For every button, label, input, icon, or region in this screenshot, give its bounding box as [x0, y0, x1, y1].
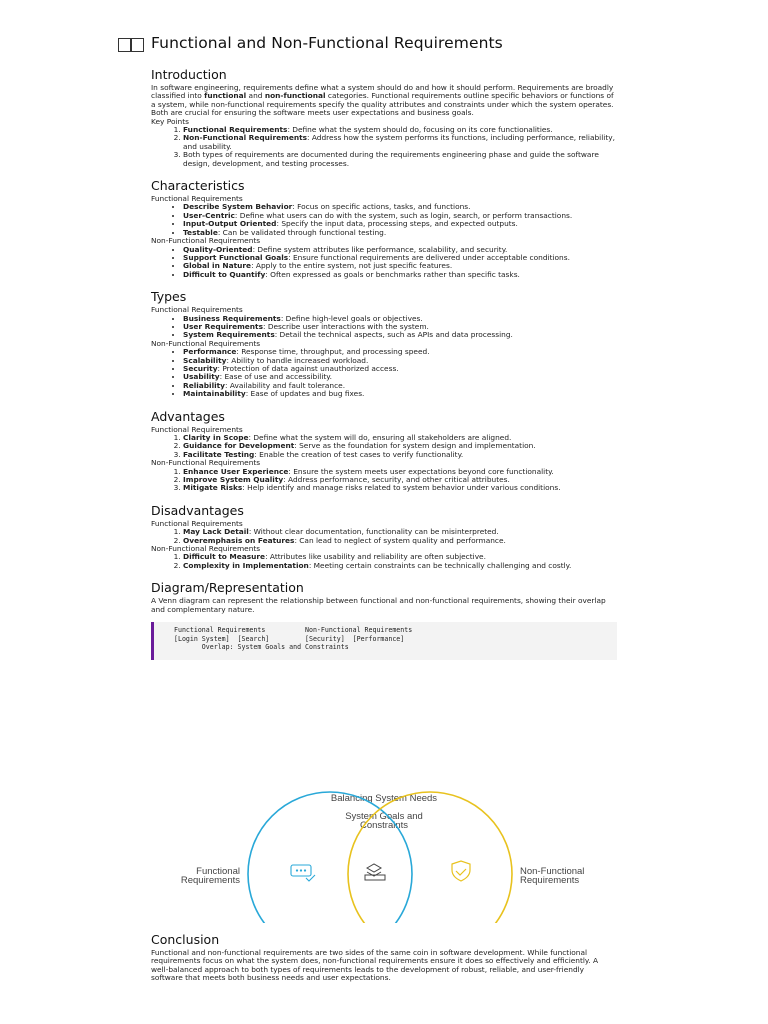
- code-line: Overlap: System Goals and Constraints: [174, 643, 349, 652]
- list-item-text: : Ensure the system meets user expectations beyond core functionality.: [288, 466, 554, 476]
- list-item-text: : Focus on specific actions, tasks, and functions.: [292, 202, 471, 212]
- key-points-label: Key Points: [151, 116, 189, 126]
- list-item-term: Complexity in Implementation: [183, 560, 309, 570]
- diagram-paragraph: A Venn diagram can represent the relationship between functional and non-functional requirements, showing their overlap and complementary nature.: [151, 596, 606, 614]
- venn-title: Balancing System Needs: [330, 793, 438, 804]
- types-functional-list: [151, 315, 617, 340]
- list-item-text: : Ensure functional requirements are delivered under acceptable conditions.: [288, 252, 570, 262]
- list-item-term: May Lack Detail: [183, 527, 249, 537]
- list-item-text: : Detail the technical aspects, such as APIs and data processing.: [274, 330, 513, 340]
- characteristics-nonfunctional-list: [151, 246, 617, 280]
- document: [151, 34, 617, 660]
- key-points-list: [151, 126, 617, 168]
- heading-types: Types: [151, 289, 187, 305]
- heading-diagram: Diagram/Representation: [151, 580, 304, 596]
- list-item-text: : Define high-level goals or objectives.: [280, 313, 423, 323]
- list-item-text: : Define system attributes like performance, scalability, and security.: [252, 244, 508, 254]
- list-item-term: Quality-Oriented: [183, 244, 253, 254]
- list-item-term: Improve System Quality: [183, 475, 284, 485]
- list-item-term: Testable: [183, 227, 218, 237]
- list-item-text: : Availability and fault tolerance.: [225, 380, 346, 390]
- list-item-term: User Requirements: [183, 321, 263, 331]
- disadvantages-functional-label: Functional Requirements: [151, 518, 243, 528]
- advantages-functional-label: Functional Requirements: [151, 424, 243, 434]
- advantages-nonfunctional-label: Non-Functional Requirements: [151, 458, 261, 468]
- list-item-term: Maintainability: [183, 389, 246, 399]
- list-item-term: Global in Nature: [183, 261, 252, 271]
- characteristics-functional-list: [151, 203, 617, 237]
- list-item-text: : Enable the creation of test cases to verify functionality.: [254, 449, 464, 459]
- list-item-term: Difficult to Quantify: [183, 269, 266, 279]
- list-item-text: : Meeting certain constraints can be technically challenging and costly.: [308, 560, 572, 570]
- list-item: [183, 390, 617, 398]
- list-item-text: : Ability to handle increased workload.: [226, 355, 369, 365]
- code-line: [Login System] [Search] [Security] [Performance]: [174, 634, 405, 643]
- title-row: [118, 34, 617, 52]
- venn-overlap-label: Constraints: [359, 820, 409, 831]
- disadvantages-functional-list: [151, 528, 617, 545]
- characteristics-nonfunctional-label: Non-Functional Requirements: [151, 236, 261, 246]
- list-item-text: : Define what the system will do, ensuring all stakeholders are aligned.: [248, 433, 512, 442]
- list-item-text: : Ease of use and accessibility.: [219, 372, 332, 382]
- types-functional-label: Functional Requirements: [151, 305, 243, 315]
- list-item-term: Difficult to Measure: [183, 552, 266, 562]
- nonfunctional-label: Non-Functional: [520, 866, 585, 877]
- list-item-text: : Define what the system should do, focusing on its core functionalities.: [287, 125, 553, 135]
- list-item-text: : Describe user interactions with the system.: [262, 321, 429, 331]
- list-item-term: Clarity in Scope: [183, 433, 249, 442]
- list-item-text: : Define what users can do with the system, such as login, search, or perform transactions.: [234, 210, 573, 220]
- list-item-term: System Requirements: [183, 330, 275, 340]
- intro-paragraph: In software engineering, requirements define what a system should do and how it should perform. Requirements are broadly classified into functional and non-functional categories. Functional requirements outline specific behaviors or functions of a system, while non-functional requirements specify the quality attributes and constraints under which the system operates. Both are crucial for ensuring the software meets user expectations and business goals.: [151, 83, 614, 118]
- stacked-layers-icon: [365, 864, 385, 880]
- venn-diagram: [151, 788, 617, 923]
- advantages-functional-list: [151, 434, 617, 459]
- list-item-text: : Ease of updates and bug fixes.: [245, 389, 365, 399]
- list-item-text: : Protection of data against unauthorized access.: [217, 363, 399, 373]
- list-item-text: Both types of requirements are documented during the requirements engineering phase and guide the software design, development, and testing processes.: [183, 150, 599, 168]
- list-item: [183, 134, 617, 151]
- conclusion-section: [151, 932, 617, 983]
- list-item-term: Scalability: [183, 355, 227, 365]
- functional-label: Functional: [196, 866, 240, 877]
- types-nonfunctional-label: Non-Functional Requirements: [151, 338, 261, 348]
- list-item-term: Input-Output Oriented: [183, 219, 277, 229]
- list-item-term: Support Functional Goals: [183, 252, 289, 262]
- venn-overlap-label: System Goals and: [345, 811, 423, 822]
- list-item-term: Non-Functional Requirements: [183, 133, 308, 143]
- list-item: [183, 484, 617, 492]
- list-item-term: Facilitate Testing: [183, 449, 255, 459]
- list-item-text: : Address performance, security, and other critical attributes.: [283, 475, 510, 485]
- list-item: [183, 562, 617, 570]
- list-item-term: Reliability: [183, 380, 225, 390]
- list-item-term: Performance: [183, 347, 237, 357]
- nonfunctional-label: Requirements: [520, 875, 580, 886]
- list-item-term: Security: [183, 363, 218, 373]
- list-item-term: Overemphasis on Features: [183, 535, 295, 545]
- list-item-text: : Often expressed as goals or benchmarks rather than specific tasks.: [265, 269, 520, 279]
- list-item-text: : Response time, throughput, and processing speed.: [236, 347, 430, 357]
- list-item-text: : Apply to the entire system, not just specific features.: [251, 261, 453, 271]
- list-item-text: : Specify the input data, processing steps, and expected outputs.: [276, 219, 518, 229]
- disadvantages-nonfunctional-list: [151, 553, 617, 570]
- list-item-term: Guidance for Development: [183, 441, 295, 451]
- list-item-text: : Attributes like usability and reliability are often subjective.: [265, 552, 486, 562]
- functional-label: Requirements: [180, 875, 240, 886]
- page-title: Functional and Non-Functional Requirements: [151, 34, 503, 52]
- types-nonfunctional-list: [151, 348, 617, 398]
- list-item-text: : Help identify and manage risks related to system behavior under various conditions.: [242, 483, 561, 493]
- conclusion-paragraph: Functional and non-functional requirements are two sides of the same coin in software development. While functional requirements focus on what the system does, non-functional requirements ensure it does so effectively and efficiently. A well-balanced approach to both types of requirements leads to the development of robust, reliable, and user-friendly software that meets both business needs and user expectations.: [151, 948, 599, 983]
- heading-characteristics: Characteristics: [151, 178, 245, 194]
- list-item-term: Business Requirements: [183, 313, 281, 323]
- heading-conclusion: Conclusion: [151, 932, 220, 947]
- code-line: Functional Requirements Non-Functional Requirements: [174, 626, 413, 635]
- code-block: [151, 622, 617, 660]
- list-item: [183, 271, 617, 279]
- list-item: [183, 151, 617, 168]
- list-item-term: Describe System Behavior: [183, 202, 293, 212]
- list-item-text: : Serve as the foundation for system design and implementation.: [294, 441, 536, 451]
- list-item-term: Mitigate Risks: [183, 483, 243, 493]
- list-item-text: : Can be validated through functional testing.: [217, 227, 387, 237]
- list-item-text: : Without clear documentation, functionality can be misinterpreted.: [248, 527, 499, 537]
- list-item-term: Enhance User Experience: [183, 466, 289, 476]
- heading-advantages: Advantages: [151, 408, 225, 424]
- book-icon: [118, 38, 144, 52]
- chat-check-icon: [291, 865, 315, 881]
- advantages-nonfunctional-list: [151, 468, 617, 493]
- heading-introduction: Introduction: [151, 67, 227, 82]
- characteristics-functional-label: Functional Requirements: [151, 194, 243, 204]
- heading-disadvantages: Disadvantages: [151, 502, 244, 518]
- disadvantages-nonfunctional-label: Non-Functional Requirements: [151, 544, 261, 554]
- list-item-term: Usability: [183, 372, 220, 382]
- list-item-term: Functional Requirements: [183, 125, 288, 135]
- list-item-text: : Address how the system performs its functions, including performance, reliability, and usability.: [183, 133, 615, 151]
- shield-check-icon: [452, 861, 470, 881]
- list-item-text: : Can lead to neglect of system quality and performance.: [294, 535, 506, 545]
- list-item-term: User-Centric: [183, 210, 235, 220]
